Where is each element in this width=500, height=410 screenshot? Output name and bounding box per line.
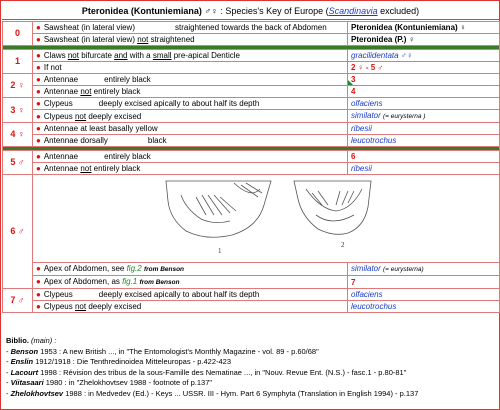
bullet-icon: ● <box>36 152 41 161</box>
lead-text: ● Clypeus deeply excised apically to about half its depth <box>33 289 348 301</box>
couplet-3-b <box>3 110 500 123</box>
lead-text: ● Apex of Abdomen, see fig.2 from Benson <box>33 263 348 276</box>
fig-1-link[interactable]: fig.1 <box>122 277 138 286</box>
lead-text: ● Clypeus not deeply excised <box>33 110 348 123</box>
species-link[interactable]: gracilidentata ♂♀ <box>348 50 500 62</box>
biblio-entry: - Lacourt 1998 : Révision des tribus de la sous-Famille des Nematinae ..., in "Nouv. Revue Ent. (N.S.) - fasc.1 - p.80-81" <box>6 367 407 377</box>
bullet-icon: ● <box>36 277 41 286</box>
title-rest: ♂♀ : Species's Key of Europe ( <box>201 5 329 16</box>
species-link[interactable]: similator <box>351 264 381 273</box>
lead-result: Pteronidea (Kontuniemiana) ♀ <box>348 22 500 34</box>
couplet-number: 6 ♂ <box>3 175 33 289</box>
species-link[interactable]: olfaciens <box>348 98 500 110</box>
fig-2-link[interactable]: fig.2 <box>126 264 142 273</box>
couplet-number: 7 ♂ <box>3 289 33 313</box>
bullet-icon: ● <box>36 124 41 133</box>
bullet-icon: ● <box>36 35 41 44</box>
page-title <box>2 2 499 20</box>
bullet-icon: ● <box>36 87 41 96</box>
goto-couplet[interactable]: 2 ♀ - 5 ♂ <box>348 62 500 74</box>
couplet-0-b <box>3 34 500 46</box>
lead-text: ● Antennae not entirely black <box>33 163 348 175</box>
species-link[interactable]: ribesii <box>348 163 500 175</box>
bullet-icon: ● <box>36 51 41 60</box>
lead-text: ● Sawsheat (in lateral view) straightened towards the back of Abdomen <box>33 22 348 34</box>
biblio-entry: - Viitasaari 1980 : in "Zhelokhovtsev 1988 - footnote of p.137" <box>6 378 213 387</box>
bullet-icon: ● <box>36 264 41 273</box>
lead-text: ● Antennae entirely black <box>33 151 348 163</box>
lead-text: ● Antennae dorsally black <box>33 135 348 147</box>
lead-text: ● Apex of Abdomen, as fig.1 from Benson <box>33 276 348 289</box>
biblio-entry: - Benson 1953 : A new British ..., in "The Entomologist's Monthly Magazine - vol. 89 - p.60/68" <box>6 346 319 356</box>
species-link[interactable]: leucotrochus <box>348 135 500 147</box>
couplet-5-a <box>3 151 500 163</box>
bullet-icon: ● <box>36 164 41 173</box>
couplet-7-b <box>3 301 500 313</box>
lead-result <box>348 110 500 123</box>
bullet-icon: ● <box>36 23 41 32</box>
couplet-4-b <box>3 135 500 147</box>
synonym-note: (= eurysterna) <box>383 266 424 273</box>
species-link[interactable]: similator <box>351 111 381 120</box>
synonym-note: (= eurysterna ) <box>383 113 426 120</box>
bullet-icon: ● <box>36 302 41 311</box>
couplet-number: 4 ♀ <box>3 123 33 147</box>
species-link[interactable]: ribesii <box>348 123 500 135</box>
source-note: from Benson <box>143 266 185 273</box>
lead-text: ● Antennae entirely black <box>33 74 348 86</box>
bullet-icon: ● <box>36 290 41 299</box>
couplet-2-b <box>3 86 500 98</box>
abdomen-apex-drawing <box>36 175 496 259</box>
couplet-2-a <box>3 74 500 86</box>
bullet-icon: ● <box>36 75 41 84</box>
lead-text: ● Clypeus not deeply excised <box>33 301 348 313</box>
couplet-5-b <box>3 163 500 175</box>
title-end: excluded) <box>377 5 420 16</box>
couplet-1-a <box>3 50 500 62</box>
lead-text: ● Antennae at least basally yellow <box>33 123 348 135</box>
fig-2-drawing <box>294 181 371 234</box>
biblio-entry: - Zhelokhovtsev 1988 : in Medvedev (Ed.) - Keys ... USSR. III - Hym. Part 6 Symphyta (Translation in English 1994) - p.137 <box>6 388 419 398</box>
couplet-6-a <box>3 263 500 276</box>
bullet-icon: ● <box>36 136 41 145</box>
bullet-icon: ● <box>36 63 41 72</box>
biblio-heading: Biblio. (main) : <box>6 336 57 345</box>
lead-text: ● Sawsheat (in lateral view) not straightened <box>33 34 348 46</box>
goto-couplet[interactable]: 6 <box>348 151 500 163</box>
title-genus: Pteronidea (Kontuniemiana) <box>81 5 202 16</box>
couplet-4-a <box>3 123 500 135</box>
couplet-number: 1 <box>3 50 33 74</box>
lead-text: ● If not <box>33 62 348 74</box>
source-note: from Benson <box>139 279 180 286</box>
lead-text: ● Antennae not entirely black <box>33 86 348 98</box>
couplet-number: 0 <box>3 22 33 46</box>
lead-result <box>348 263 500 276</box>
abdomen-figure <box>33 175 500 263</box>
goto-couplet[interactable]: 4 <box>348 86 500 98</box>
bullet-icon: ● <box>36 99 41 108</box>
species-link[interactable]: leucotrochus <box>348 301 500 313</box>
figure-label-2: 2 <box>341 241 345 249</box>
key-table <box>2 21 500 313</box>
lead-text: ● Clypeus deeply excised apically to about half its depth <box>33 98 348 110</box>
goto-couplet[interactable]: 7 <box>348 276 500 289</box>
couplet-number: 2 ♀ <box>3 74 33 98</box>
species-link[interactable]: olfaciens <box>348 289 500 301</box>
fig-1-drawing <box>166 181 271 237</box>
lead-text: ● Claws not bifurcate and with a small pre-apical Denticle <box>33 50 348 62</box>
figure-label-1: 1 <box>218 247 222 255</box>
lead-result: Pteronidea (P.) ♀ <box>348 34 500 46</box>
couplet-0-a <box>3 22 500 34</box>
couplet-number: 5 ♂ <box>3 151 33 175</box>
couplet-number: 3 ♀ <box>3 98 33 123</box>
bullet-icon: ● <box>36 111 41 121</box>
couplet-7-a <box>3 289 500 301</box>
couplet-6-b <box>3 276 500 289</box>
scandinavia-link[interactable]: Scandinavia <box>328 5 378 16</box>
biblio-entry: - Enslin 1912/1918 : Die Tenthredinoidea Mitteleuropas - p.422-423 <box>6 357 232 366</box>
couplet-1-b <box>3 62 500 74</box>
couplet-6-figure <box>3 175 500 263</box>
goto-couplet[interactable]: 3 <box>348 74 500 86</box>
couplet-3-a <box>3 98 500 110</box>
bibliography <box>2 333 499 402</box>
